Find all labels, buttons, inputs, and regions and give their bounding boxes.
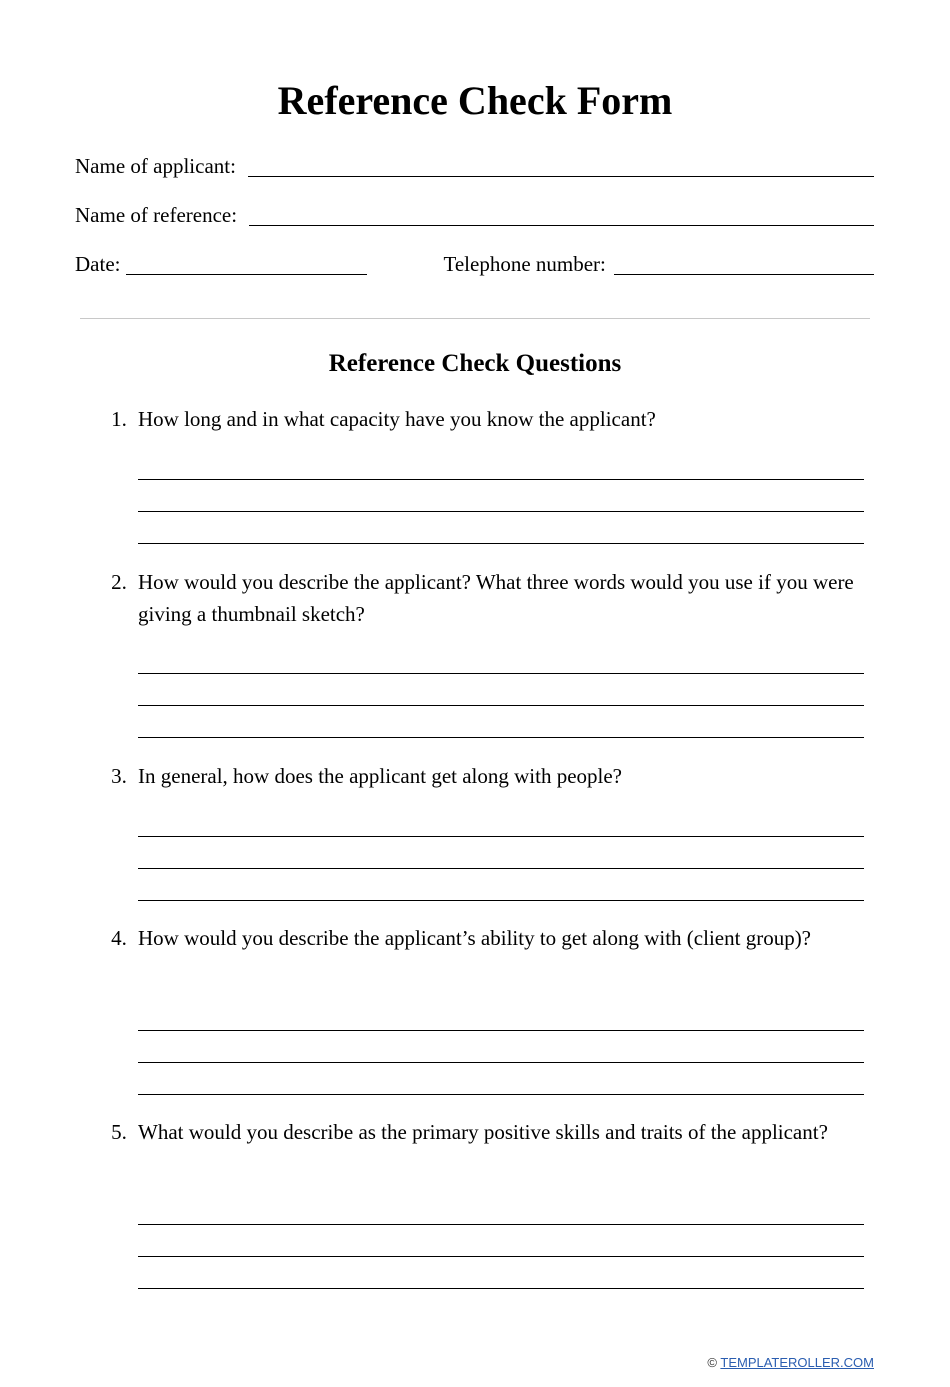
question-number: 4. — [111, 926, 127, 950]
section-divider — [80, 318, 870, 319]
templateroller-link[interactable]: TEMPLATEROLLER.COM — [720, 1355, 874, 1370]
answer-line[interactable] — [138, 900, 864, 901]
question-text: In general, how does the applicant get along with people? — [138, 764, 623, 788]
question-3 — [100, 760, 874, 792]
applicant-name-label: Name of applicant: — [75, 154, 236, 178]
date-telephone-row — [75, 248, 874, 278]
page-title: Reference Check Form — [277, 78, 673, 123]
telephone-label: Telephone number: — [443, 252, 606, 276]
answer-line[interactable] — [138, 1030, 864, 1031]
footer-credit — [707, 1355, 874, 1370]
question-text: What would you describe as the primary positive skills and traits of the applicant? — [138, 1120, 828, 1144]
answer-line[interactable] — [138, 836, 864, 837]
applicant-name-line[interactable] — [248, 176, 874, 177]
answer-line[interactable] — [138, 543, 864, 544]
answer-line[interactable] — [138, 868, 864, 869]
reference-name-label: Name of reference: — [75, 203, 238, 227]
question-5 — [100, 1116, 874, 1148]
section-title: Reference Check Questions — [328, 350, 622, 377]
answer-line[interactable] — [138, 705, 864, 706]
answer-line[interactable] — [138, 737, 864, 738]
answer-line[interactable] — [138, 1094, 864, 1095]
answer-line[interactable] — [138, 1288, 864, 1289]
question-2 — [100, 566, 874, 630]
telephone-line[interactable] — [614, 274, 874, 275]
reference-name-field — [75, 199, 874, 229]
question-text: How would you describe the applicant’s ability to get along with (client group)? — [138, 926, 812, 950]
answer-line[interactable] — [138, 1062, 864, 1063]
answer-line[interactable] — [138, 511, 864, 512]
question-text: How long and in what capacity have you know the applicant? — [138, 407, 656, 431]
question-text: How would you describe the applicant? What three words would you use if you were giving a thumbnail sketch? — [138, 570, 854, 626]
date-line[interactable] — [126, 274, 367, 275]
reference-name-line[interactable] — [249, 225, 874, 226]
copyright-symbol: © — [707, 1355, 717, 1370]
question-1 — [100, 403, 874, 435]
answer-line[interactable] — [138, 673, 864, 674]
question-number: 2. — [111, 570, 127, 594]
question-4 — [100, 922, 874, 954]
answer-line[interactable] — [138, 479, 864, 480]
answer-line[interactable] — [138, 1224, 864, 1225]
question-number: 5. — [111, 1120, 127, 1144]
question-number: 3. — [111, 764, 127, 788]
date-label: Date: — [75, 252, 121, 276]
question-number: 1. — [111, 407, 127, 431]
answer-line[interactable] — [138, 1256, 864, 1257]
applicant-name-field — [75, 150, 874, 180]
